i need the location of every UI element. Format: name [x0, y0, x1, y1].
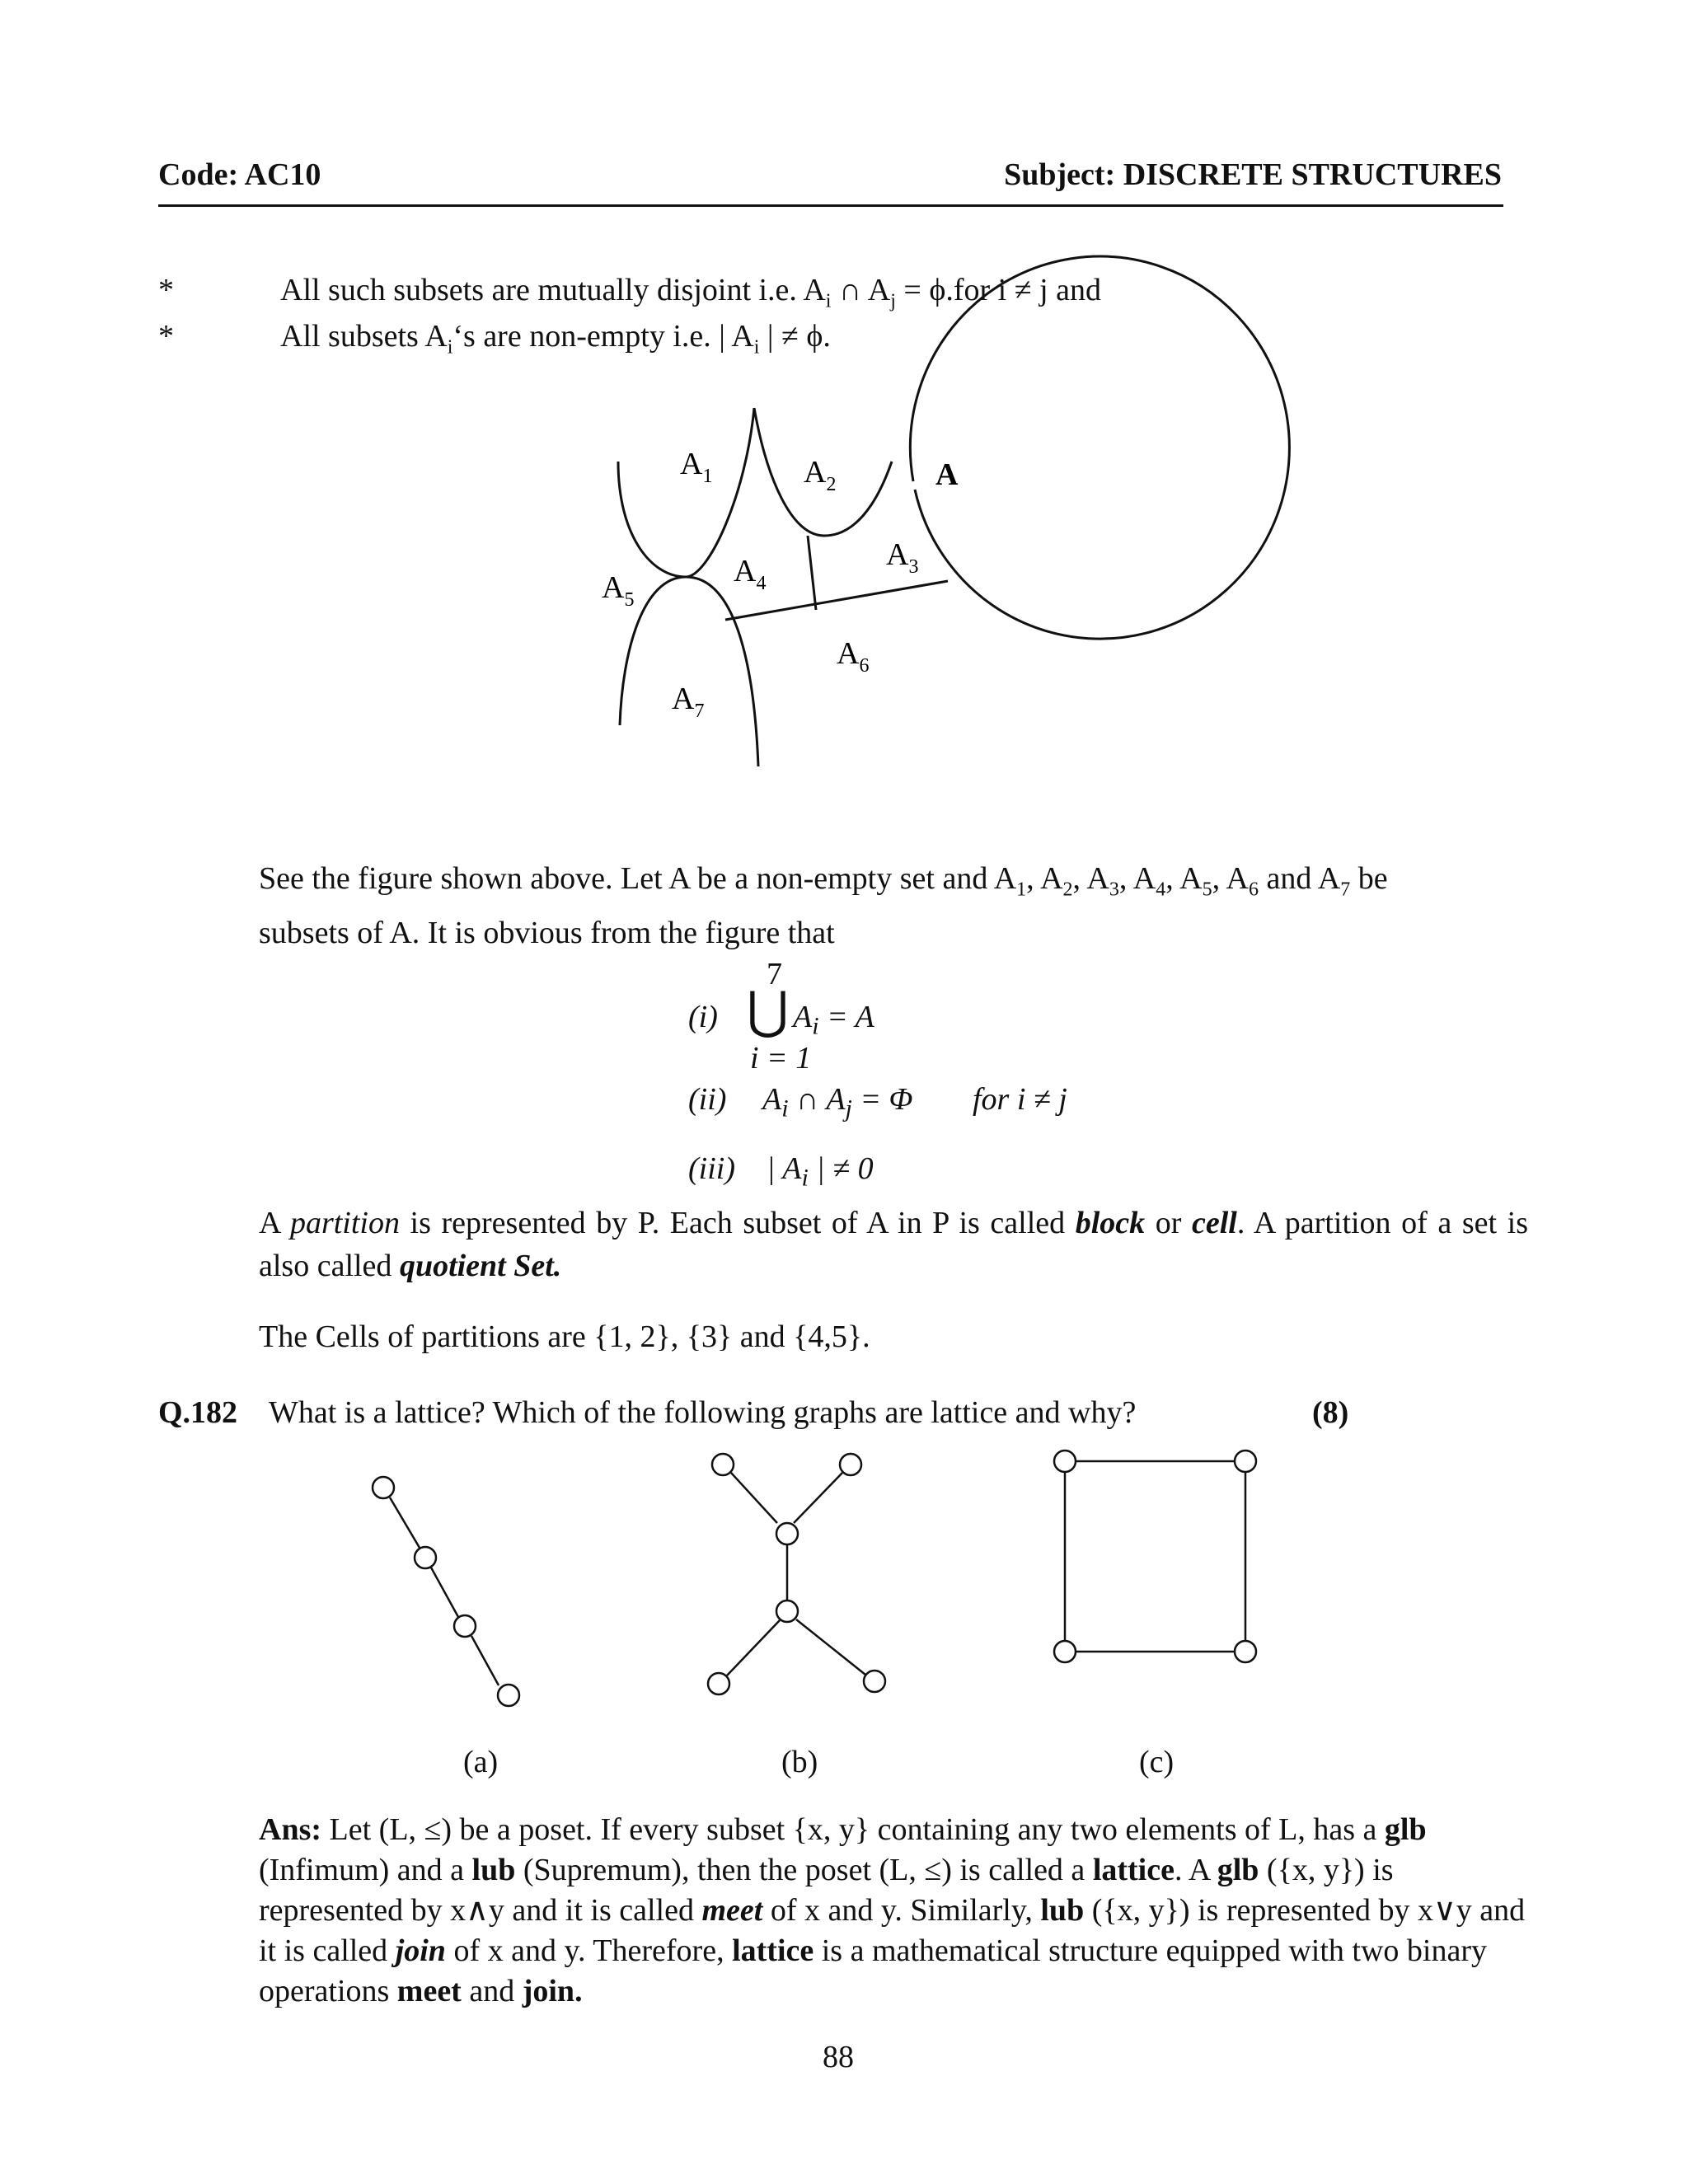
question-text: What is a lattice? Which of the following graphs are lattice and why? [269, 1395, 1137, 1430]
region-a3: $A_3$ [886, 537, 919, 578]
cells-line: The Cells of partitions are {1, 2}, {3} and {4,5}. [259, 1319, 870, 1354]
graph-a-node [373, 1477, 394, 1498]
arc-a1-right [686, 408, 754, 577]
graph-b [708, 1454, 885, 1694]
graph-a-node [498, 1685, 519, 1706]
outer-set-label: A [935, 457, 959, 492]
graph-c-node [1054, 1641, 1076, 1662]
graph-c [1054, 1451, 1256, 1662]
partition-figure [0, 0, 1688, 824]
graph-b-node [776, 1601, 798, 1622]
lattice-graphs [0, 1442, 1688, 1722]
region-a1: $A_1$ [680, 447, 713, 487]
arc-a7-right [686, 577, 758, 766]
header-code: Code: AC10 [158, 157, 321, 192]
outer-circle [910, 256, 1289, 639]
graph-c-node [1054, 1451, 1076, 1472]
question-marks: (8) [1312, 1395, 1349, 1430]
condition-ii-expr: $A_i$ ∩ $A_j = \Phi$ [762, 1082, 913, 1122]
graph-c-node [1235, 1641, 1256, 1662]
graph-b-node [776, 1523, 798, 1544]
region-a4: $A_4$ [734, 554, 767, 594]
graph-b-node [708, 1673, 729, 1694]
graph-c-node [1235, 1451, 1256, 1472]
graph-b-node [712, 1454, 734, 1475]
union-lower-limit: i = 1 [750, 1041, 812, 1076]
bullet-disjoint: All such subsets are mutually disjoint i.e. $A_i$ ∩ $A_j = \phi.for$ i ≠ j and [280, 273, 1101, 312]
bullet-marker: * [158, 273, 174, 307]
condition-iii-expr: | $A_i$ | ≠ 0 [767, 1151, 874, 1192]
graph-a-node [454, 1615, 476, 1637]
union-symbol: ⋃ [747, 983, 789, 1039]
graph-label-a: (a) [463, 1745, 499, 1779]
union-upper-limit: 7 [767, 957, 782, 991]
condition-ii-label: (ii) [688, 1082, 727, 1117]
graph-b-node [864, 1671, 885, 1692]
condition-ii-cond: for i ≠ j [973, 1082, 1067, 1117]
page-number: 88 [823, 2040, 854, 2074]
partition-paragraph: A partition is represented by P. Each subset of A in P is called block or cell. A partition of a set is also called quotient Set. [259, 1206, 1528, 1283]
region-a5: $A_5$ [602, 570, 635, 611]
intro-paragraph: See the figure shown above. Let A be a non-empty set and $A_1$, $A_2$, $A_3$, $A_4$, $A_5$, $A_6$ and $A_7$ be subsets of A. It is obvious from the figure that [259, 861, 1388, 950]
header-subject: Subject: DISCRETE STRUCTURES [1004, 157, 1502, 192]
bullet-nonempty: All subsets $A_i‘s$ are non-empty i.e. | $A_i$ | ≠ ϕ. [280, 319, 831, 359]
condition-iii-label: (iii) [688, 1151, 735, 1186]
graph-a-node [415, 1547, 436, 1568]
graph-b-node [840, 1454, 861, 1475]
condition-i-expr: $A_i = A$ [793, 1000, 874, 1040]
region-a6: $A_6$ [837, 636, 870, 677]
condition-i-label: (i) [688, 1000, 718, 1034]
region-a2: $A_2$ [804, 455, 837, 495]
question-number: Q.182 [158, 1395, 238, 1430]
arc-a1 [618, 462, 686, 577]
graph-label-c: (c) [1139, 1745, 1175, 1779]
region-a7: $A_7$ [672, 682, 705, 722]
bullet-marker: * [158, 319, 174, 354]
answer-paragraph: Ans: Let (L, ≤) be a poset. If every subset {x, y} containing any two elements of L, has a glb (Infimum) and a lub (Supremum), then the poset (L, ≤) is called a lattice. A glb ({x, y}) is represented by x∧y and it is called meet of x and y. Similarly, lub ({x, y}) is represented by x∨y and it is called join of x and y. Therefore, lattice is a mathematical structure equipped with two binary operations meet and join. [259, 1812, 1526, 2008]
graph-a [373, 1477, 519, 1706]
graph-label-b: (b) [781, 1745, 818, 1779]
line-a3 [808, 536, 816, 610]
